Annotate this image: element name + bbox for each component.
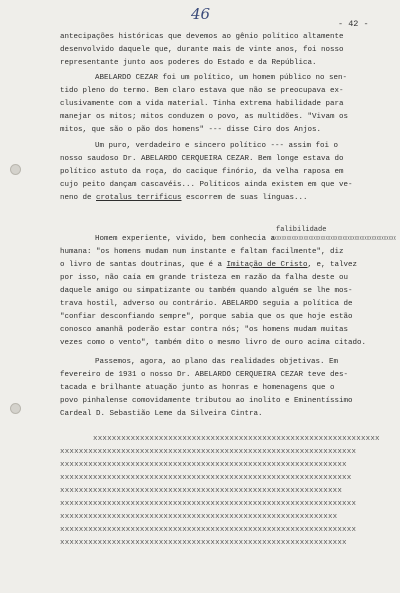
- text-line: manejar os mitos; mitos conduzem o povo, as multidões. "Vivam os: [60, 113, 349, 121]
- text-line: povo pinhalense comovidamente tributou ao inolito e Eminentíssimo: [60, 397, 353, 405]
- text-line: mitos, que são o pão dos homens" --- disse Ciro dos Anjos.: [60, 126, 322, 134]
- struck-out-text: xxxxxxxxxxxxxxxxxxxxxxxxxxxxxxxxxxxxxxxxxxxxxxxxxxxxxxxxxxxxxxx: [60, 448, 357, 456]
- handwritten-page-number: 46: [191, 5, 211, 23]
- text-line: Passemos, agora, ao plano das realidades objetivas. Em: [95, 358, 339, 366]
- text-line: nosso saudoso Dr. ABELARDO CERQUEIRA CEZAR. Bem longe estava do: [60, 155, 344, 163]
- typed-page-number: - 42 -: [338, 19, 369, 29]
- text-line: antecipações históricas que devemos ao gênio político altamente: [60, 33, 344, 41]
- text-line: daquele amigo ou simpatizante ou também quando alguém se lhe mos-: [60, 287, 353, 295]
- text-line: desenvolvido daquele que, durante mais de vinte anos, foi nosso: [60, 46, 344, 54]
- handwritten-insert: falibilidade: [276, 226, 327, 234]
- struck-out-text: xxxxxxxxxxxxxxxxxxxxxxxxxxxxxxxxxxxxxxxxxxxxxxxxxxxxxxxxxxxxx: [60, 539, 347, 547]
- text-line: o livro de santas doutrinas, que é a Imitação de Cristo, e, talvez: [60, 261, 358, 269]
- text-line: por isso, não caía em grande tristeza em razão da falha deste ou: [60, 274, 349, 282]
- text-line: Homem experiente, vivido, bem conhecia a: [95, 235, 276, 243]
- underlined-text: Imitação de Cristo: [226, 261, 308, 269]
- text-line: trava hostil, adverso ou contrário. ABELARDO seguia a política de: [60, 300, 353, 308]
- struck-out-text: xxxxxxxxxxxxxxxxxxxxxxxxxxxxxxxxxxxxxxxxxxxxxxxxxxxxxxxxxxx: [60, 513, 338, 521]
- struck-out-text: xxxxxxxxxxxxxxxxxxxxxxxxxxxxxxxxxxxxxxxxxxxxxxxxxxxxxxxxxxxxx: [93, 435, 380, 443]
- text-line: político astuto da roça, do cacique finório, da velha raposa em: [60, 168, 344, 176]
- text-line: ABELARDO CEZAR foi um político, um homem público no sen-: [95, 74, 348, 82]
- underlined-text: crotalus terrificus: [96, 194, 182, 202]
- struck-out-text: xxxxxxxxxxxxxxxxxxxxxxxxxxxxxxxxxxxxxxxxxxxxxxxxxxxxxxxxxxxxxxx: [60, 500, 357, 508]
- struck-out-text: xxxxxxxxxxxxxxxxxxxxxxxxxxxxxxxxxxxxxxxxxxxxxxxxxxxxxxxxxxxx: [60, 487, 343, 495]
- text-line: neno de crotalus terrificus escorrem de suas línguas...: [60, 194, 308, 202]
- struck-out-text: xxxxxxxxxxxxxxxxxxxxxxxxxxxxxxxxxxxxxxxxxxxxxxxxxxxxxxxxxxxxxx: [60, 474, 352, 482]
- text-line: vezes como o vento", também dito o mesmo livro de ouro acima citado.: [60, 339, 367, 347]
- text-line: "confiar desconfiando sempre", porque sabia que os que hoje estão: [60, 313, 353, 321]
- punch-hole-icon: [10, 164, 21, 175]
- text-line: tido pleno do termo. Bem claro estava que não se preocupava ex-: [60, 87, 344, 95]
- punch-hole-icon: [10, 403, 21, 414]
- struck-out-text: xxxxxxxxxxxxxxxxxxxxxxxxxxxxxxxxxxxxxxxxxxxxxxxxxxxxxxxxxxxxx: [60, 461, 347, 469]
- struck-out-text: xxxxxxxxxxxxxxxxxxxxxxxxxxxxxxxxxxxxxxxxxxxxxxxxxxx: [272, 235, 396, 243]
- text-line: conosco amanhã poderão estar contra nós; "os homens mudam muitas: [60, 326, 349, 334]
- text-line: Um puro, verdadeiro e sincero político --- assim foi o: [95, 142, 339, 150]
- text-line: fevereiro de 1931 o nosso Dr. ABELARDO CERQUEIRA CEZAR teve des-: [60, 371, 349, 379]
- text-line: tacada e brilhante atuação junto as honras e homenagens que o: [60, 384, 335, 392]
- text-line: representante junto aos poderes do Estado e da República.: [60, 59, 317, 67]
- text-line: cujo peito dançam cascavéis... Políticos ainda existem em que ve-: [60, 181, 353, 189]
- text-line: Cardeal D. Sebastião Leme da Silveira Cintra.: [60, 410, 263, 418]
- text-line: clusivamente com a vida material. Tinha extrema habilidade para: [60, 100, 344, 108]
- text-line: humana: "os homens mudam num instante e faltam facilmente", diz: [60, 248, 344, 256]
- struck-out-text: xxxxxxxxxxxxxxxxxxxxxxxxxxxxxxxxxxxxxxxxxxxxxxxxxxxxxxxxxxxxxxx: [60, 526, 357, 534]
